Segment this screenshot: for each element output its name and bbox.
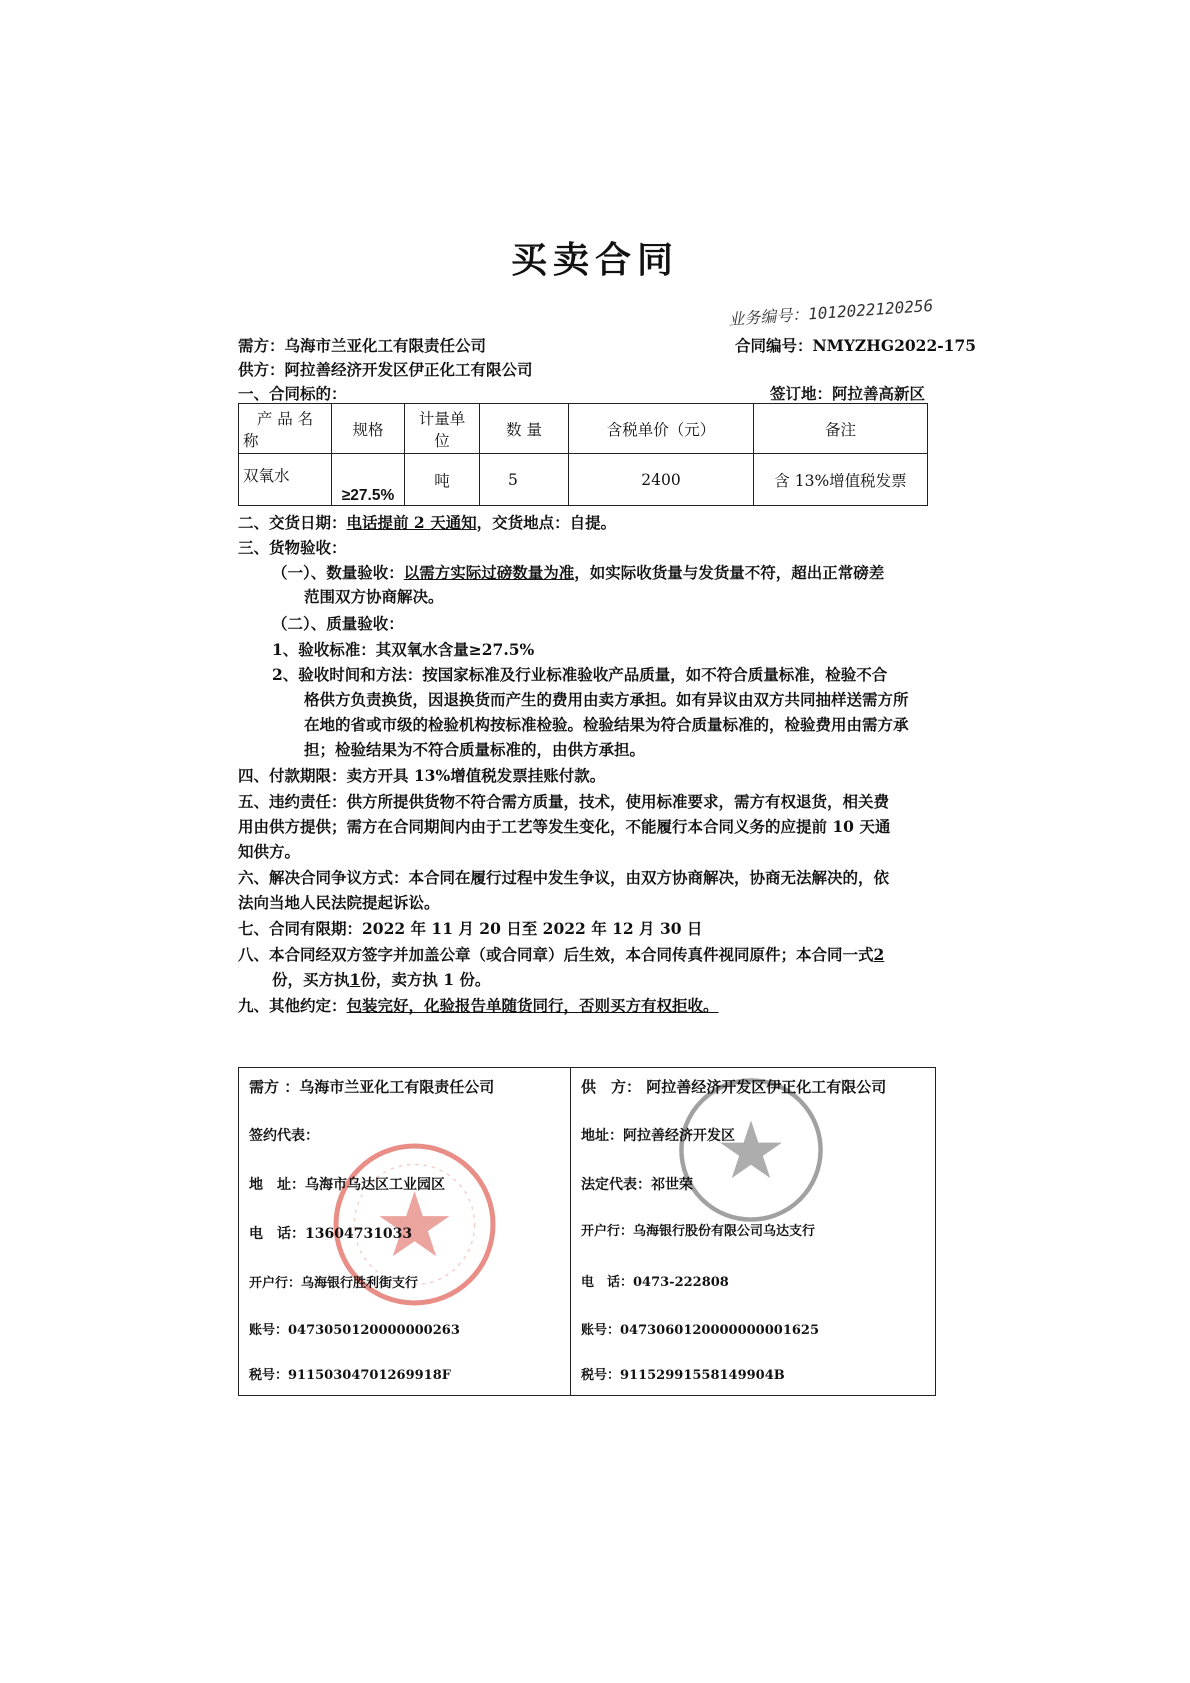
clause-3-2-2-line1: 2、验收时间和方法：按国家标准及行业标准验收产品质量，如不符合质量标准，检验不合 [272, 665, 888, 684]
seller-name: 供 方： 阿拉善经济开发区伊正化工有限公司 [581, 1078, 887, 1096]
header-quantity: 数 量 [480, 404, 569, 454]
clause-8-text: 八、本合同经双方签字并加盖公章（或合同章）后生效，本合同传真件视同原件；本合同一式 [238, 945, 874, 964]
clause-3: 三、货物验收： [238, 538, 347, 557]
handwritten-business-number: 业务编号：1012022120256 [727, 295, 934, 330]
seller-tax-id: 税号：91152991558149904B [581, 1368, 785, 1383]
buyer-representative: 签约代表： [249, 1128, 319, 1144]
cell-spec: ≥27.5% [332, 454, 405, 506]
clause-5-line1: 五、违约责任：供方所提供货物不符合需方质量，技术，使用标准要求，需方有权退货，相关费 [238, 792, 890, 811]
clause-3-2-1: 1、验收标准：其双氧水含量≥27.5% [272, 640, 535, 659]
header-unit-price: 含税单价（元） [569, 404, 754, 454]
seller-account: 账号：0473060120000000001625 [581, 1323, 819, 1338]
clause-3-1 [272, 563, 884, 583]
seller-seal-graphic [677, 1076, 825, 1224]
clause-9 [238, 996, 719, 1016]
table-row [239, 454, 928, 506]
cell-unit: 吨 [405, 454, 480, 506]
clause-6-line1: 六、解决合同争议方式：本合同在履行过程中发生争议，由双方协商解决，协商无法解决的，依 [238, 868, 890, 887]
header-remark: 备注 [754, 404, 928, 454]
clause-8-buyer-copies-label: 份，买方执 [272, 970, 350, 989]
header-product-name [239, 404, 332, 454]
clause-2-underlined: 电话提前 2 天通知 [346, 513, 477, 532]
signature-box [238, 1067, 936, 1396]
buyer-phone: 电 话：13604731033 [249, 1226, 413, 1242]
cell-remark: 含 13%增值税发票 [754, 454, 928, 506]
clause-6-line2: 法向当地人民法院提起诉讼。 [238, 893, 440, 912]
cell-product-name: 双氧水 [239, 454, 332, 506]
seller-grey-seal [677, 1076, 825, 1224]
buyer-address: 地 址：乌海市乌达区工业园区 [249, 1177, 445, 1193]
clause-3-1-underlined: 以需方实际过磅数量为准 [403, 563, 575, 582]
contract-number: 合同编号：NMYZHG2022-175 [735, 336, 977, 355]
buyer-name: 需方 ：乌海市兰亚化工有限责任公司 [249, 1078, 495, 1096]
clause-3-1-rest: ，如实际收货量与发货量不符，超出正常磅差 [574, 563, 885, 582]
clause-8-seller-copies: 份，卖方执 1 份。 [360, 970, 491, 989]
clause-8-line1 [238, 945, 884, 965]
clause-2-rest: ，交货地点：自提。 [476, 513, 617, 532]
clause-2-label: 二、交货日期： [238, 513, 347, 532]
clause-8-buyer-copies: 1 [349, 970, 361, 989]
header-unit [405, 404, 480, 454]
clause-3-1-label: （一）、数量验收： [272, 563, 404, 582]
header-product-name-line1: 产 品 名 [256, 409, 314, 428]
clause-4: 四、付款期限：卖方开具 13%增值税发票挂账付款。 [238, 766, 606, 785]
clause-3-2-2-line2: 格供方负责换货，因退换货而产生的费用由卖方承担。如有异议由双方共同抽样送需方所 [304, 690, 909, 709]
goods-table [238, 403, 928, 506]
section-1-heading: 一、合同标的： [238, 384, 347, 403]
seller-line: 供方：阿拉善经济开发区伊正化工有限公司 [238, 360, 533, 379]
clause-7: 七、合同有限期：2022 年 11 月 20 日至 2022 年 12 月 30 日 [238, 919, 703, 938]
clause-3-1-cont: 范围双方协商解决。 [304, 587, 444, 606]
header-spec: 规格 [332, 404, 405, 454]
header-product-name-line2: 称 [243, 431, 259, 450]
clause-8-line2 [272, 970, 490, 990]
cell-quantity: 5 [480, 454, 569, 506]
header-unit-line1: 计量单 [418, 409, 466, 428]
cell-unit-price: 2400 [569, 454, 754, 506]
clause-5-line3: 知供方。 [238, 842, 301, 861]
buyer-bank: 开户行：乌海银行胜利街支行 [249, 1276, 419, 1291]
seller-bank: 开户行：乌海银行股份有限公司乌达支行 [581, 1224, 816, 1239]
clause-3-2: （二）、质量验收： [272, 614, 404, 633]
clause-8-copies: 2 [873, 945, 885, 964]
clause-2 [238, 513, 616, 533]
clause-3-2-2-line3: 在地的省或市级的检验机构按标准检验。检验结果为符合质量标准的，检验费用由需方承 [304, 715, 909, 734]
signature-divider [570, 1068, 571, 1395]
goods-table-header [239, 404, 928, 454]
clause-3-2-2-line4: 担；检验结果为不符合质量标准的，由供方承担。 [304, 740, 646, 759]
clause-9-label: 九、其他约定： [238, 996, 347, 1015]
seller-phone: 电 话：0473-222808 [581, 1275, 729, 1290]
buyer-account: 账号：0473050120000000263 [249, 1323, 460, 1338]
buyer-line: 需方：乌海市兰亚化工有限责任公司 [238, 336, 487, 355]
buyer-tax-id: 税号：91150304701269918F [249, 1368, 452, 1383]
signing-place: 签订地：阿拉善高新区 [770, 384, 926, 403]
document-title: 买卖合同 [510, 239, 679, 281]
seller-address: 地址：阿拉善经济开发区 [581, 1128, 735, 1144]
seller-representative: 法定代表：祁世荣 [581, 1177, 693, 1193]
header-unit-line2: 位 [434, 431, 450, 450]
clause-9-underlined: 包装完好，化验报告单随货同行，否则买方有权拒收。 [346, 996, 719, 1015]
clause-5-line2: 用由供方提供；需方在合同期间内由于工艺等发生变化，不能履行本合同义务的应提前 10 天通 [238, 817, 891, 836]
